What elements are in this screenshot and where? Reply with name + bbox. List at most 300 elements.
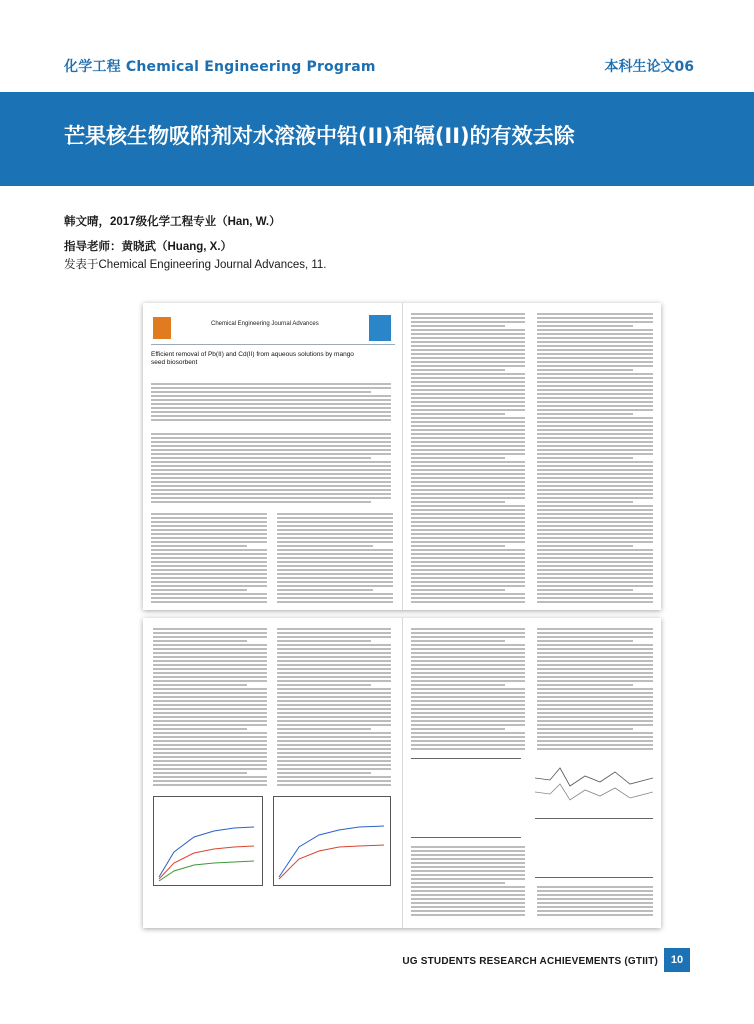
spectra-curves <box>535 758 653 810</box>
text-line <box>411 569 525 571</box>
text-line <box>151 403 391 405</box>
text-line <box>151 541 267 543</box>
publisher-logo-icon <box>153 317 171 339</box>
text-line <box>411 541 525 543</box>
data-table <box>535 818 653 878</box>
text-line <box>151 489 391 491</box>
text-line <box>411 537 525 539</box>
text-line <box>537 632 653 634</box>
text-line <box>537 537 653 539</box>
text-line <box>277 740 391 742</box>
text-line <box>537 317 653 319</box>
text-line <box>411 708 525 710</box>
text-line <box>537 465 653 467</box>
text-line <box>153 696 267 698</box>
text-line <box>277 660 391 662</box>
text-line <box>151 493 391 495</box>
text-line <box>537 902 653 904</box>
text-line <box>537 541 653 543</box>
text-line <box>153 652 267 654</box>
text-line <box>411 644 525 646</box>
text-line <box>411 469 525 471</box>
text-line <box>277 537 393 539</box>
text-line <box>411 317 525 319</box>
text-line <box>411 704 525 706</box>
text-line <box>537 569 653 571</box>
text-line <box>537 433 653 435</box>
text-line <box>411 345 525 347</box>
text-line <box>411 381 525 383</box>
text-line <box>277 597 393 599</box>
text-line <box>277 700 391 702</box>
text-line <box>537 425 653 427</box>
text-line <box>277 541 393 543</box>
text-line <box>411 850 525 852</box>
text-line <box>153 760 267 762</box>
text-line <box>153 744 267 746</box>
text-line <box>411 365 525 367</box>
text-line <box>277 664 391 666</box>
text-line <box>411 890 525 892</box>
text-line <box>537 481 653 483</box>
text-line <box>153 772 247 774</box>
text-line <box>537 345 653 347</box>
text-line <box>537 453 653 455</box>
text-line <box>537 668 653 670</box>
text-line <box>537 457 633 459</box>
text-line <box>537 401 653 403</box>
text-line <box>151 597 267 599</box>
text-line <box>277 569 393 571</box>
text-line <box>153 768 267 770</box>
text-line <box>537 533 653 535</box>
text-line <box>277 601 393 603</box>
text-line <box>411 898 525 900</box>
text-line <box>537 421 653 423</box>
text-line <box>151 525 267 527</box>
text-line <box>151 465 391 467</box>
text-line <box>151 549 267 551</box>
text-line <box>537 429 653 431</box>
text-line <box>411 369 505 371</box>
text-line <box>151 387 391 389</box>
text-line <box>151 457 371 459</box>
text-line <box>537 509 653 511</box>
text-line <box>151 561 267 563</box>
text-line <box>411 437 525 439</box>
text-line <box>411 341 525 343</box>
text-line <box>153 740 267 742</box>
text-line <box>153 700 267 702</box>
text-line <box>277 764 391 766</box>
text-line <box>537 573 653 575</box>
text-line <box>411 886 525 888</box>
text-line <box>411 676 525 678</box>
text-line <box>537 493 653 495</box>
text-line <box>277 549 393 551</box>
text-line <box>411 405 525 407</box>
text-line <box>411 401 525 403</box>
text-line <box>277 704 391 706</box>
text-line <box>151 589 247 591</box>
text-line <box>277 784 391 786</box>
text-line <box>537 409 653 411</box>
text-line <box>411 914 525 916</box>
text-line <box>411 429 525 431</box>
text-line <box>153 672 267 674</box>
figure-plot-right <box>273 796 391 886</box>
advisor-line: 指导老师：黄晓武（Huang, X.） <box>64 241 233 253</box>
text-line <box>411 652 525 654</box>
text-line <box>153 712 267 714</box>
text-line <box>151 441 391 443</box>
text-line <box>411 505 525 507</box>
text-line <box>151 529 267 531</box>
text-line <box>411 373 525 375</box>
text-line <box>411 748 525 750</box>
text-line <box>537 708 653 710</box>
text-line <box>537 696 653 698</box>
text-line <box>277 628 391 630</box>
text-line <box>277 752 391 754</box>
text-line <box>537 716 653 718</box>
text-line <box>537 353 653 355</box>
text-line <box>277 517 393 519</box>
text-line <box>411 445 525 447</box>
text-line <box>151 399 391 401</box>
text-line <box>277 593 393 595</box>
text-line <box>411 497 525 499</box>
text-line <box>537 664 653 666</box>
text-line <box>411 525 525 527</box>
text-line <box>411 509 525 511</box>
text-line <box>277 724 391 726</box>
text-line <box>537 473 653 475</box>
text-line <box>151 391 371 393</box>
text-line <box>411 433 525 435</box>
text-line <box>537 561 653 563</box>
text-line <box>537 497 653 499</box>
text-line <box>537 557 653 559</box>
author-line: 韩文晴，2017级化学工程专业（Han, W.） <box>64 216 281 228</box>
text-line <box>537 553 653 555</box>
text-line <box>411 421 525 423</box>
text-line <box>537 313 653 315</box>
text-line <box>277 573 393 575</box>
text-line <box>411 473 525 475</box>
text-line <box>411 577 525 579</box>
text-line <box>537 397 653 399</box>
text-line <box>411 557 525 559</box>
text-line <box>411 906 525 908</box>
text-line <box>411 700 525 702</box>
text-line <box>537 577 653 579</box>
text-line <box>277 780 391 782</box>
text-line <box>537 585 653 587</box>
text-line <box>277 589 373 591</box>
text-line <box>537 628 653 630</box>
text-line <box>537 461 653 463</box>
text-line <box>411 413 505 415</box>
journal-name: Chemical Engineering Journal Advances <box>211 321 319 327</box>
text-line <box>151 577 267 579</box>
text-line <box>537 441 653 443</box>
text-line <box>537 700 653 702</box>
text-line <box>277 636 391 638</box>
text-line <box>411 465 525 467</box>
text-line <box>411 601 525 603</box>
text-line <box>411 846 525 848</box>
text-line <box>411 477 525 479</box>
text-line <box>411 720 525 722</box>
journal-cover-icon <box>369 315 391 341</box>
text-line <box>537 890 653 892</box>
text-line <box>411 740 525 742</box>
text-line <box>537 545 633 547</box>
text-line <box>411 910 525 912</box>
text-line <box>277 692 391 694</box>
text-line <box>537 684 633 686</box>
text-line <box>151 415 391 417</box>
page-header <box>0 0 754 92</box>
text-line <box>411 389 525 391</box>
text-line <box>277 668 391 670</box>
text-line <box>537 636 653 638</box>
text-line <box>277 565 393 567</box>
text-line <box>411 393 525 395</box>
text-line <box>151 445 391 447</box>
publication-line: 发表于Chemical Engineering Journal Advances, 11. <box>64 259 327 271</box>
text-line <box>411 902 525 904</box>
text-line <box>151 601 267 603</box>
text-line <box>411 716 525 718</box>
text-line <box>411 585 525 587</box>
text-line <box>277 545 373 547</box>
text-line <box>537 640 633 642</box>
data-table <box>411 758 521 838</box>
text-line <box>411 485 525 487</box>
text-line <box>537 740 653 742</box>
text-line <box>411 724 525 726</box>
text-line <box>537 736 653 738</box>
text-line <box>537 549 653 551</box>
text-line <box>411 353 525 355</box>
text-line <box>411 664 525 666</box>
text-line <box>411 461 525 463</box>
text-line <box>151 433 391 435</box>
text-line <box>537 385 653 387</box>
text-line <box>537 337 653 339</box>
text-line <box>537 692 653 694</box>
text-line <box>411 565 525 567</box>
text-line <box>537 477 653 479</box>
text-line <box>537 417 653 419</box>
text-line <box>153 724 267 726</box>
text-line <box>537 648 653 650</box>
text-line <box>277 696 391 698</box>
text-line <box>411 501 505 503</box>
text-line <box>153 784 267 786</box>
text-line <box>411 736 525 738</box>
text-line <box>151 533 267 535</box>
text-line <box>537 910 653 912</box>
text-line <box>537 449 653 451</box>
text-line <box>537 672 653 674</box>
text-line <box>411 680 525 682</box>
text-line <box>411 712 525 714</box>
text-line <box>277 553 393 555</box>
text-line <box>537 704 653 706</box>
text-line <box>153 736 267 738</box>
text-line <box>537 381 653 383</box>
text-line <box>153 636 267 638</box>
text-line <box>411 425 525 427</box>
text-line <box>151 581 267 583</box>
text-line <box>277 732 391 734</box>
text-line <box>411 668 525 670</box>
text-line <box>277 585 393 587</box>
text-line <box>411 329 525 331</box>
text-line <box>411 894 525 896</box>
text-line <box>277 557 393 559</box>
text-line <box>411 684 505 686</box>
text-line <box>153 704 267 706</box>
text-line <box>277 756 391 758</box>
text-line <box>277 736 391 738</box>
text-line <box>153 752 267 754</box>
text-line <box>411 325 505 327</box>
text-line <box>411 533 525 535</box>
text-line <box>537 513 653 515</box>
figure-plot-left <box>153 796 263 886</box>
text-line <box>151 573 267 575</box>
text-line <box>277 640 371 642</box>
text-line <box>151 383 391 385</box>
text-line <box>537 712 653 714</box>
text-line <box>277 513 393 515</box>
page-divider <box>402 303 403 610</box>
text-line <box>151 585 267 587</box>
text-line <box>277 708 391 710</box>
text-line <box>537 680 653 682</box>
text-line <box>537 660 653 662</box>
text-line <box>537 485 653 487</box>
text-line <box>153 640 247 642</box>
text-line <box>537 405 653 407</box>
text-line <box>277 712 391 714</box>
text-line <box>537 325 633 327</box>
text-line <box>153 764 267 766</box>
text-line <box>537 365 653 367</box>
text-line <box>537 373 653 375</box>
text-line <box>537 597 653 599</box>
text-line <box>537 581 653 583</box>
text-line <box>537 728 633 730</box>
text-line <box>151 537 267 539</box>
text-line <box>411 648 525 650</box>
text-line <box>537 501 633 503</box>
text-line <box>537 565 653 567</box>
text-line <box>537 732 653 734</box>
text-line <box>277 776 391 778</box>
text-line <box>277 688 391 690</box>
text-line <box>153 628 267 630</box>
text-line <box>411 878 525 880</box>
text-line <box>411 672 525 674</box>
text-line <box>537 525 653 527</box>
text-line <box>277 760 391 762</box>
text-line <box>277 648 391 650</box>
text-line <box>151 473 391 475</box>
text-line <box>153 664 267 666</box>
text-line <box>411 321 525 323</box>
text-line <box>411 553 525 555</box>
text-line <box>411 545 505 547</box>
text-line <box>411 882 505 884</box>
text-line <box>277 768 391 770</box>
text-line <box>411 397 525 399</box>
text-line <box>537 676 653 678</box>
text-line <box>537 744 653 746</box>
text-line <box>537 357 653 359</box>
text-line <box>153 660 267 662</box>
section-label: 本科生论文06 <box>604 59 694 75</box>
text-line <box>411 521 525 523</box>
text-line <box>411 337 525 339</box>
text-line <box>537 593 653 595</box>
text-line <box>151 497 391 499</box>
text-line <box>151 545 247 547</box>
text-line <box>411 517 525 519</box>
plot-curves <box>154 797 262 885</box>
text-line <box>277 772 371 774</box>
plot-curves <box>274 797 390 885</box>
text-line <box>411 589 505 591</box>
text-line <box>411 561 525 563</box>
text-line <box>151 407 391 409</box>
text-line <box>537 413 633 415</box>
text-line <box>411 866 525 868</box>
text-line <box>411 441 525 443</box>
text-line <box>151 453 391 455</box>
text-line <box>151 411 391 413</box>
text-line <box>277 652 391 654</box>
text-line <box>153 756 267 758</box>
text-line <box>151 485 391 487</box>
text-line <box>537 489 653 491</box>
text-line <box>153 656 267 658</box>
text-line <box>411 628 525 630</box>
text-line <box>277 632 391 634</box>
paper-preview-spread-1 <box>143 303 661 610</box>
text-line <box>153 716 267 718</box>
text-line <box>277 676 391 678</box>
text-line <box>411 874 525 876</box>
text-line <box>151 521 267 523</box>
text-line <box>153 676 267 678</box>
text-line <box>153 632 267 634</box>
text-line <box>411 660 525 662</box>
text-line <box>151 461 391 463</box>
text-line <box>411 529 525 531</box>
text-line <box>411 333 525 335</box>
text-line <box>151 419 391 421</box>
text-line <box>411 453 525 455</box>
text-line <box>537 377 653 379</box>
text-line <box>151 557 267 559</box>
text-line <box>411 597 525 599</box>
text-line <box>537 445 653 447</box>
